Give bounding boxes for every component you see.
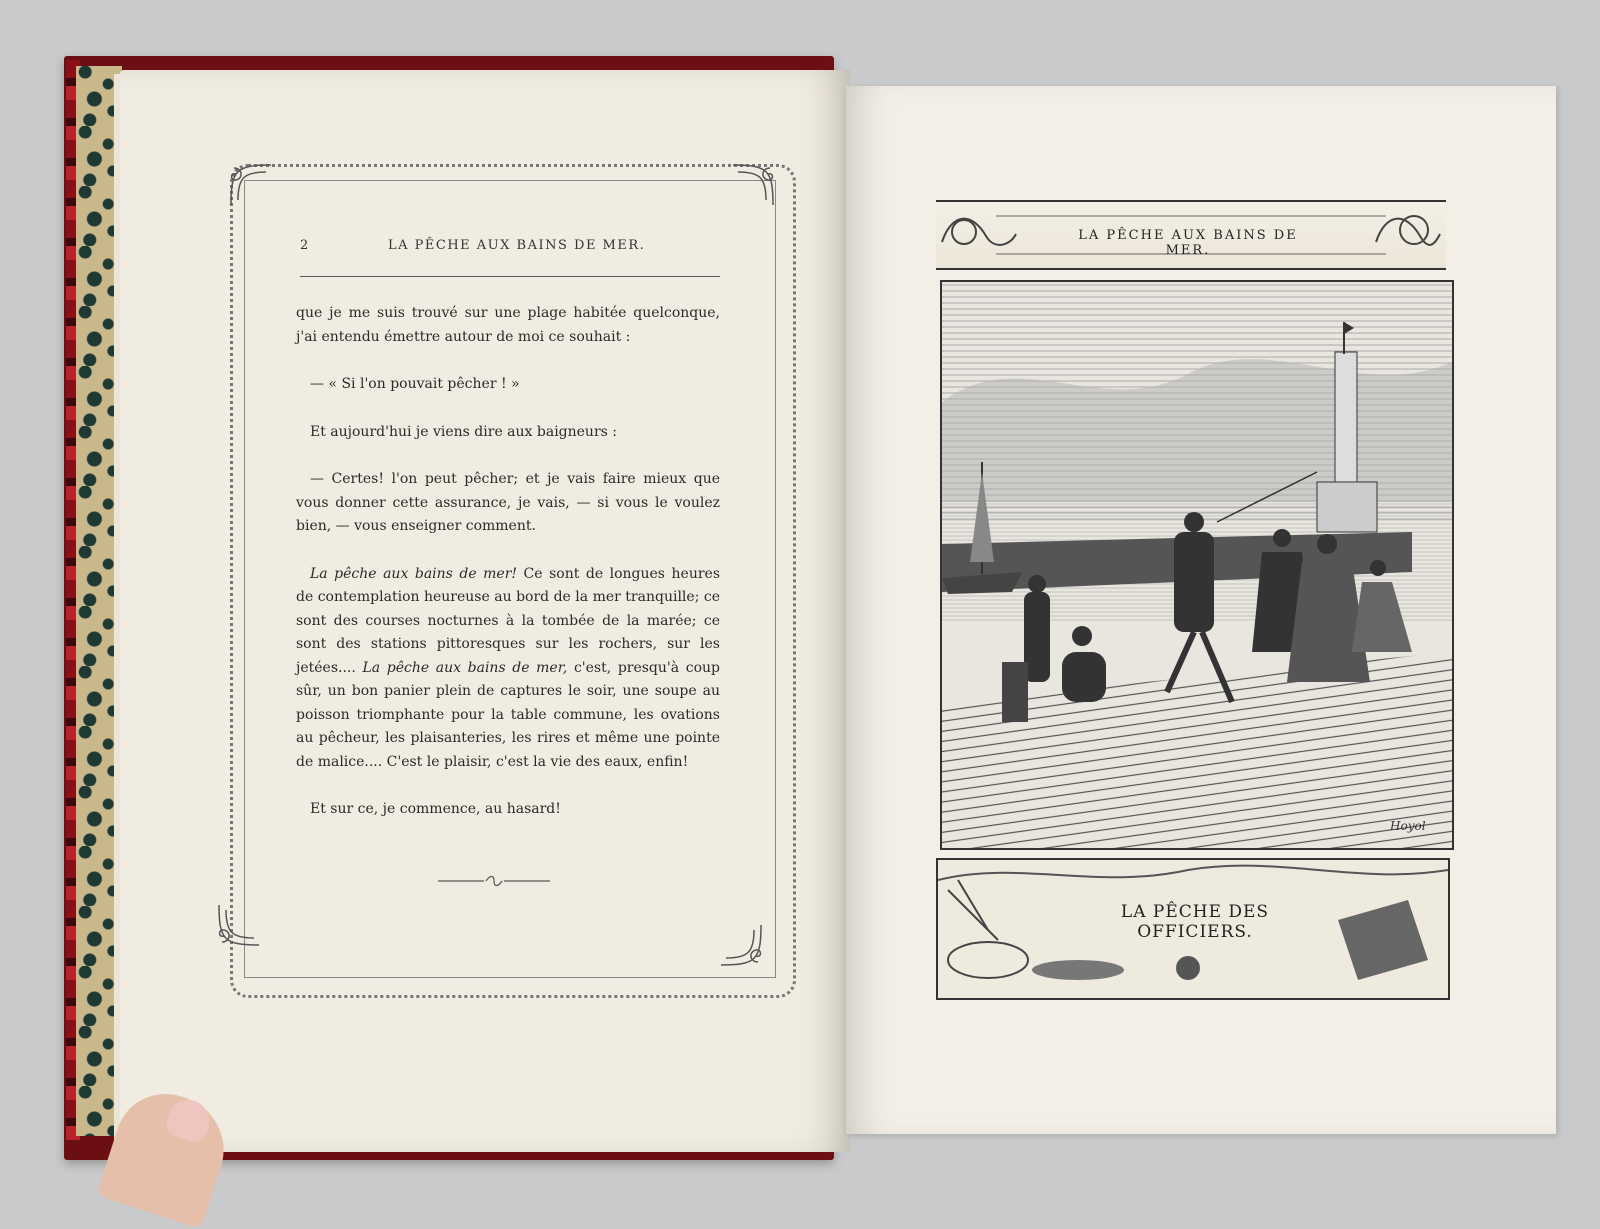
caption-title: LA PÊCHE DES OFFICIERS. (1120, 902, 1270, 942)
header-rule (300, 276, 720, 277)
paragraph: — « Si l'on pouvait pêcher ! » (310, 376, 520, 392)
italic-phrase: La pêche aux bains de mer! (310, 565, 518, 582)
engraving-illustration (940, 280, 1454, 850)
corner-flourish-icon (214, 900, 264, 950)
paragraph-text: Ce sont de longues heures de contemplation heureuse au bord de la mer tranquille; ce sont des courses nocturnes à la tombée de la marée; ce sont des stations pittoresques sur les rochers, sur les jetées.... (296, 565, 721, 676)
paragraph-text: c'est, presqu'à coup sûr, un bon panier plein de captures le soir, une soupe au poisson triomphante pour la table commune, les ovations au pêcheur, les plaisanteries, les rires et même une pointe de malice.... C'est le plaisir, c'est la vie des eaux, enfin! (296, 659, 720, 770)
corner-flourish-icon (728, 160, 778, 210)
header-banner-title: LA PÊCHE AUX BAINS DE MER. (1078, 228, 1298, 258)
illustration-signature: Hoyol (1390, 819, 1426, 833)
corner-flourish-icon (716, 920, 766, 970)
running-head (300, 238, 720, 258)
tailpiece-ornament-icon (436, 872, 552, 884)
paragraph: Et sur ce, je commence, au hasard! (310, 801, 561, 817)
body-text (296, 302, 720, 822)
page-number: 2 (300, 238, 310, 253)
paragraph: Et aujourd'hui je viens dire aux baigneurs : (310, 423, 617, 440)
running-head-title: LA PÊCHE AUX BAINS DE MER. (388, 238, 646, 253)
paragraph: — Certes! l'on peut pêcher; et je vais faire mieux que vous donner cette assurance, je vais, — si vous le voulez bien, — vous enseigner comment. (296, 471, 720, 534)
italic-phrase: La pêche aux bains de mer, (362, 659, 568, 676)
paragraph: que je me suis trouvé sur une plage habitée quelconque, j'ai entendu émettre autour de moi ce souhait : (296, 305, 720, 345)
paragraph (296, 563, 720, 775)
corner-flourish-icon (226, 160, 276, 210)
